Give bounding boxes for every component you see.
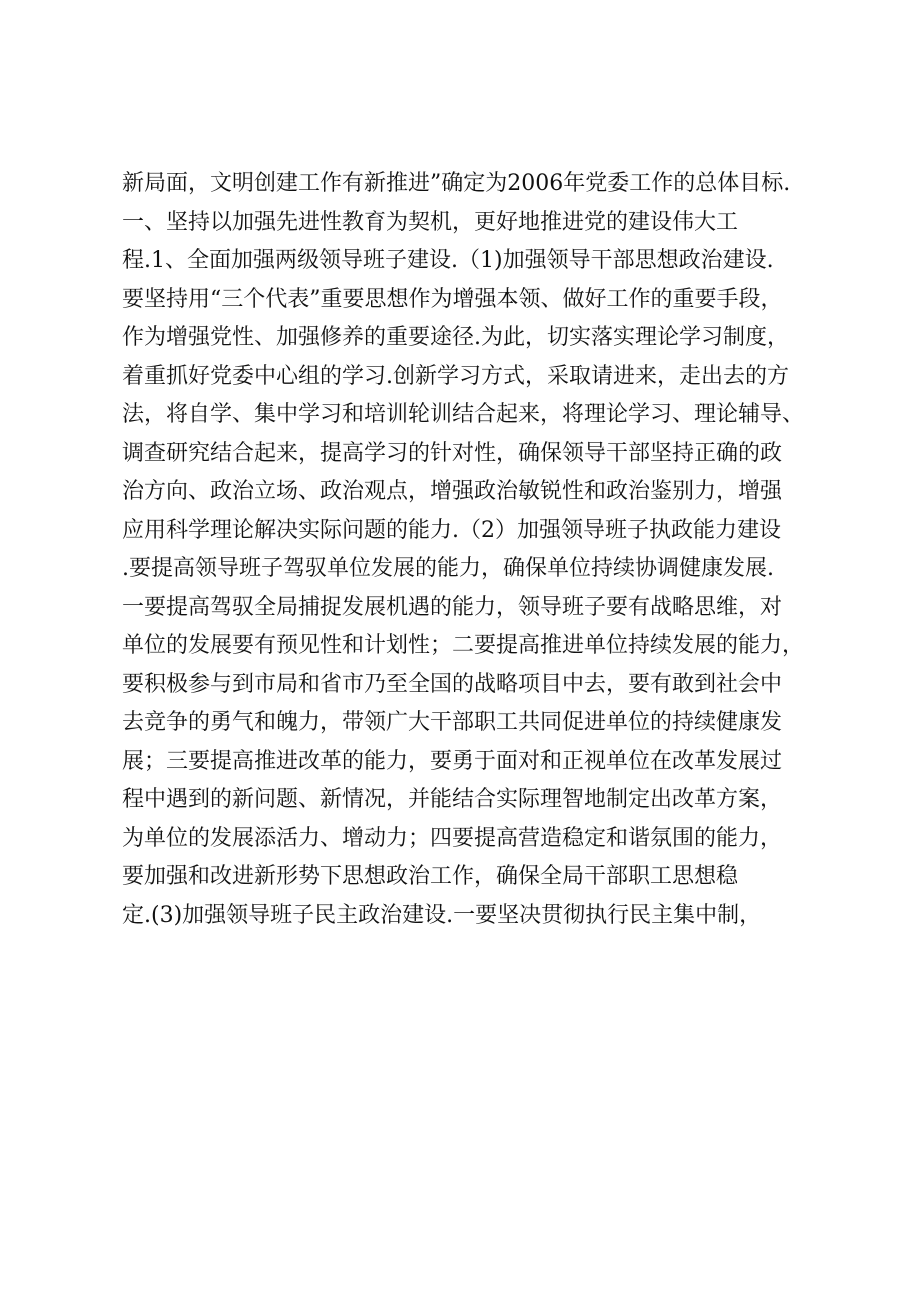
text-line: 要积极参与到市局和省市乃至全国的战略项目中去，要有敢到社会中	[122, 671, 783, 697]
text-line: 单位的发展要有预见性和计划性；二要提高推进单位持续发展的能力，	[122, 633, 805, 658]
text-line: 为单位的发展添活力、增动力；四要提高营造稳定和谐氛围的能力，	[122, 825, 783, 851]
text-line: 应用科学理论解决实际问题的能力.（2）加强领导班子执政能力建设	[122, 517, 781, 543]
text-line: 去竞争的勇气和魄力，带领广大干部职工共同促进单位的持续健康发	[122, 710, 783, 735]
text-line: 作为增强党性、加强修养的重要途径.为此，切实落实理论学习制度，	[122, 325, 789, 350]
body-text	[122, 165, 832, 935]
text-line: 展；三要提高推进改革的能力，要勇于面对和正视单位在改革发展过	[122, 748, 783, 774]
text-line: 定.(3)加强领导班子民主政治建设.一要坚决贯彻执行民主集中制，	[122, 902, 762, 928]
text-line: 要加强和改进新形势下思想政治工作，确保全局干部职工思想稳	[122, 864, 739, 889]
text-line: 着重抓好党委中心组的学习.创新学习方式，采取请进来，走出去的方	[122, 363, 789, 389]
text-line: 一、坚持以加强先进性教育为契机，更好地推进党的建设伟大工	[122, 209, 739, 235]
text-line: 程中遇到的新问题、新情况，并能结合实际理智地制定出改革方案，	[122, 787, 783, 812]
text-line: 程.1、全面加强两级领导班子建设.（1)加强领导干部思想政治建设.	[122, 248, 774, 273]
text-line: 调查研究结合起来，提高学习的针对性，确保领导干部坚持正确的政	[122, 440, 783, 466]
text-line: 要坚持用“三个代表”重要思想作为增强本领、做好工作的重要手段，	[122, 286, 783, 312]
text-line: 法，将自学、集中学习和培训轮训结合起来，将理论学习、理论辅导、	[122, 402, 805, 427]
text-line: 新局面，文明创建工作有新推进”确定为2006年党委工作的总体目标.	[122, 171, 791, 196]
text-line: 一要提高驾驭全局捕捉发展机遇的能力，领导班子要有战略思维，对	[122, 594, 783, 620]
text-line: 治方向、政治立场、政治观点，增强政治敏锐性和政治鉴别力，增强	[122, 479, 783, 504]
text-line: .要提高领导班子驾驭单位发展的能力，确保单位持续协调健康发展.	[122, 556, 774, 581]
